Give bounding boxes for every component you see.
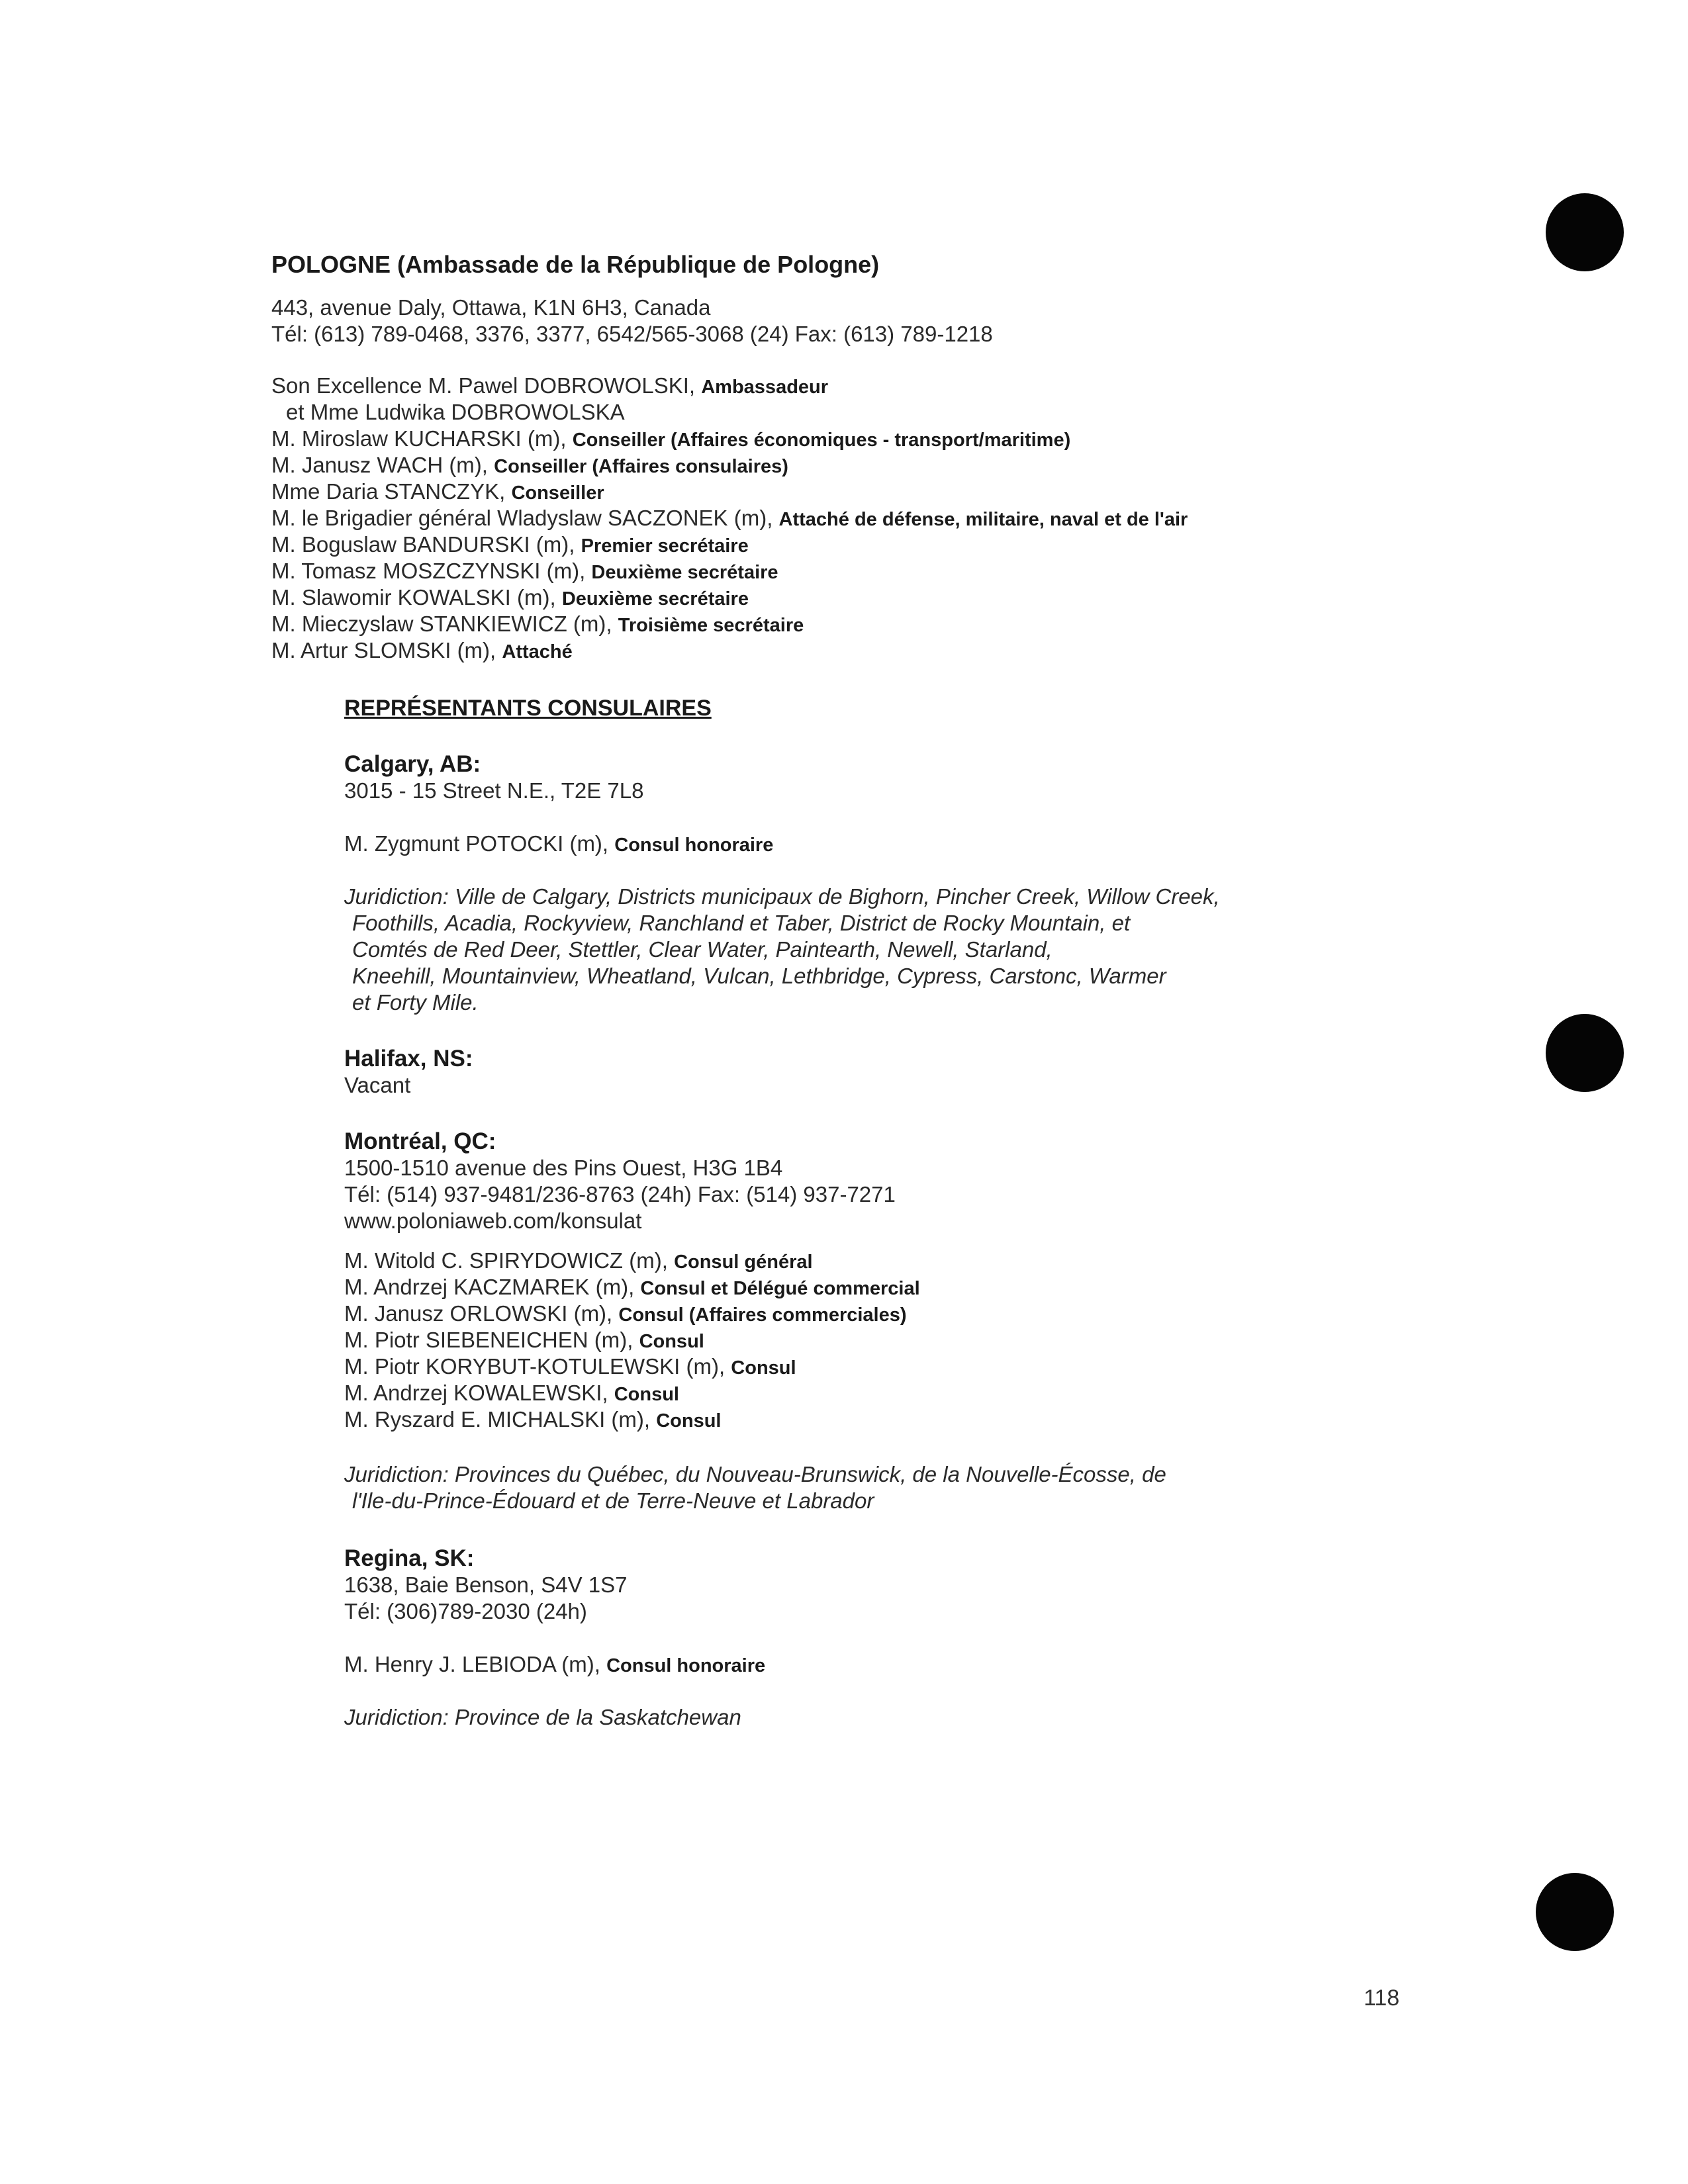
regina-phone: Tél: (306)789-2030 (24h): [344, 1599, 587, 1623]
city-heading-regina: Regina, SK:: [344, 1545, 475, 1571]
staff-entry: M. Andrzej KACZMAREK (m), Consul et Délégué commercial: [344, 1275, 920, 1299]
staff-entry: M. Boguslaw BANDURSKI (m), Premier secrétaire: [271, 532, 749, 557]
calgary-address: 3015 - 15 Street N.E., T2E 7L8: [344, 778, 644, 803]
staff-entry: M. Witold C. SPIRYDOWICZ (m), Consul général: [344, 1248, 813, 1273]
city-heading-montreal: Montréal, QC:: [344, 1128, 496, 1154]
calgary-jurisdiction: Kneehill, Mountainview, Wheatland, Vulcan, Lethbridge, Cypress, Carstonc, Warmer: [352, 964, 1166, 988]
staff-entry: Son Excellence M. Pawel DOBROWOLSKI, Ambassadeur: [271, 373, 829, 398]
regina-jurisdiction: Juridiction: Province de la Saskatchewan: [344, 1705, 741, 1729]
binder-hole-icon: [1546, 1014, 1624, 1092]
staff-entry: M. Slawomir KOWALSKI (m), Deuxième secrétaire: [271, 585, 749, 610]
staff-entry: M. Artur SLOMSKI (m), Attaché: [271, 638, 573, 662]
embassy-name: (Ambassade de la République de Pologne): [397, 251, 880, 278]
staff-entry: M. le Brigadier général Wladyslaw SACZONEK (m), Attaché de défense, militaire, naval et de l'air: [271, 506, 1188, 530]
calgary-jurisdiction: Juridiction: Ville de Calgary, Districts municipaux de Bighorn, Pincher Creek, Willow Creek,: [344, 884, 1220, 909]
regina-address: 1638, Baie Benson, S4V 1S7: [344, 1572, 628, 1597]
embassy-title: [271, 251, 879, 278]
binder-hole-icon: [1546, 193, 1624, 271]
staff-entry: et Mme Ludwika DOBROWOLSKA: [286, 400, 625, 424]
staff-entry: M. Ryszard E. MICHALSKI (m), Consul: [344, 1407, 722, 1432]
montreal-jurisdiction: Juridiction: Provinces du Québec, du Nouveau-Brunswick, de la Nouvelle-Écosse, de: [344, 1462, 1166, 1486]
page-number: 118: [1364, 1985, 1400, 2011]
embassy-address: 443, avenue Daly, Ottawa, K1N 6H3, Canada: [271, 295, 711, 320]
staff-entry: M. Mieczyslaw STANKIEWICZ (m), Troisième secrétaire: [271, 612, 804, 636]
staff-entry: M. Piotr KORYBUT-KOTULEWSKI (m), Consul: [344, 1354, 796, 1379]
montreal-website: www.poloniaweb.com/konsulat: [344, 1208, 642, 1233]
staff-entry: M. Zygmunt POTOCKI (m), Consul honoraire: [344, 831, 774, 856]
calgary-jurisdiction: Foothills, Acadia, Rockyview, Ranchland et Taber, District de Rocky Mountain, et: [352, 911, 1131, 935]
consular-heading: REPRÉSENTANTS CONSULAIRES: [344, 696, 712, 721]
country-name: POLOGNE: [271, 251, 391, 278]
halifax-status: Vacant: [344, 1073, 411, 1097]
staff-entry: M. Miroslaw KUCHARSKI (m), Conseiller (Affaires économiques - transport/maritime): [271, 426, 1071, 451]
calgary-jurisdiction: Comtés de Red Deer, Stettler, Clear Water, Paintearth, Newell, Starland,: [352, 937, 1053, 962]
staff-entry: M. Piotr SIEBENEICHEN (m), Consul: [344, 1328, 704, 1352]
binder-hole-icon: [1536, 1873, 1614, 1951]
montreal-jurisdiction: l'Ile-du-Prince-Édouard et de Terre-Neuve et Labrador: [352, 1488, 874, 1513]
montreal-address: 1500-1510 avenue des Pins Ouest, H3G 1B4: [344, 1156, 783, 1180]
embassy-phone: Tél: (613) 789-0468, 3376, 3377, 6542/565-3068 (24) Fax: (613) 789-1218: [271, 322, 993, 346]
city-heading-calgary: Calgary, AB:: [344, 751, 481, 777]
staff-entry: M. Andrzej KOWALEWSKI, Consul: [344, 1381, 679, 1405]
staff-entry: M. Janusz ORLOWSKI (m), Consul (Affaires commerciales): [344, 1301, 907, 1326]
montreal-phone: Tél: (514) 937-9481/236-8763 (24h) Fax: (514) 937-7271: [344, 1182, 896, 1206]
calgary-jurisdiction: et Forty Mile.: [352, 990, 479, 1015]
staff-entry: M. Janusz WACH (m), Conseiller (Affaires consulaires): [271, 453, 788, 477]
staff-entry: Mme Daria STANCZYK, Conseiller: [271, 479, 604, 504]
staff-entry: M. Henry J. LEBIODA (m), Consul honoraire: [344, 1652, 766, 1676]
city-heading-halifax: Halifax, NS:: [344, 1046, 473, 1071]
staff-entry: M. Tomasz MOSZCZYNSKI (m), Deuxième secrétaire: [271, 559, 778, 583]
